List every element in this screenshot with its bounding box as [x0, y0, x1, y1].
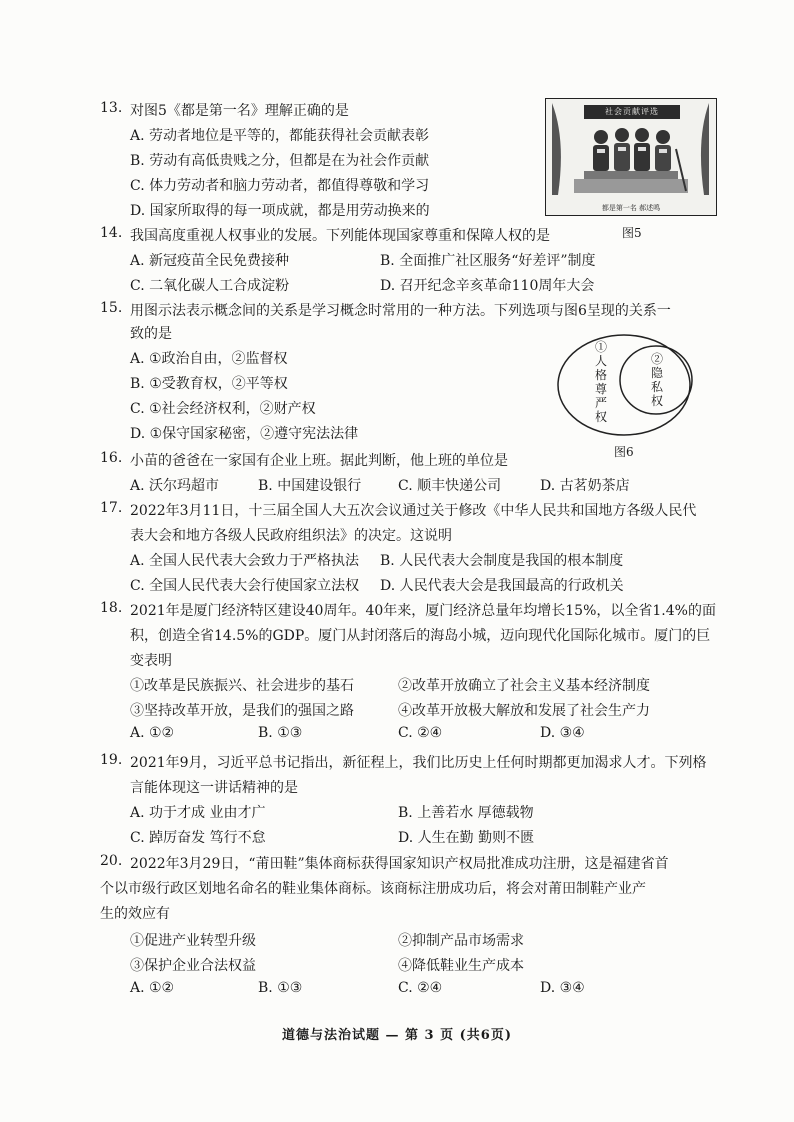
question-number: 20. [100, 853, 123, 869]
option-d: D. 召开纪念辛亥革命110周年大会 [380, 278, 595, 294]
option-c: C. 全国人民代表大会行使国家立法权 [130, 578, 360, 594]
option-d: D. ①保守国家秘密，②遵守宪法法律 [130, 426, 359, 442]
cartoon-illustration [546, 99, 715, 214]
option-b: B. 全面推广社区服务“好差评”制度 [380, 253, 596, 269]
outer-concept-label: ①人格尊严权 [595, 340, 608, 424]
option-c: C. 踔厉奋发 笃行不怠 [130, 830, 266, 846]
question-stem: 我国高度重视人权事业的发展。下列能体现国家尊重和保障人权的是 [130, 228, 550, 244]
option-d: D. 古茗奶茶店 [540, 478, 630, 494]
question-stem-continued: 个以市级行政区划地名命名的鞋业集体商标。该商标注册成功后，将会对莆田制鞋产业产 [100, 881, 646, 897]
option-c: C. ②④ [398, 725, 443, 741]
option-a: A. ①政治自由，②监督权 [130, 351, 288, 367]
option-b: B. ①③ [258, 980, 303, 996]
cartoon-caption: 都是第一名 郝述鸣 [601, 204, 661, 212]
question-stem: 2021年9月，习近平总书记指出，新征程上，我们比历史上任何时期都更加渴求人才。下列格 [130, 755, 707, 771]
statement-3: ③保护企业合法权益 [130, 958, 256, 974]
question-stem-continued: 表大会和地方各级人民政府组织法》的决定。这说明 [130, 528, 452, 544]
option-c: C. 顺丰快递公司 [398, 478, 502, 494]
option-b: B. 中国建设银行 [258, 478, 362, 494]
option-a: A. ①② [130, 725, 175, 741]
option-a: A. 劳动者地位是平等的，都能获得社会贡献表彰 [130, 128, 430, 144]
option-d: D. 人生在勤 勤则不匮 [398, 830, 535, 846]
statement-2: ②改革开放确立了社会主义基本经济制度 [398, 678, 650, 694]
option-c: C. 体力劳动者和脑力劳动者，都值得尊敬和学习 [130, 178, 430, 194]
option-c: C. ①社会经济权利，②财产权 [130, 401, 316, 417]
option-a: A. 沃尔玛超市 [130, 478, 220, 494]
statement-4: ④降低鞋业生产成本 [398, 958, 524, 974]
question-stem: 对图5《都是第一名》理解正确的是 [130, 103, 349, 119]
figure-6-diagram [554, 330, 704, 440]
figure-5-label: 图5 [622, 226, 642, 240]
figure-5-cartoon [545, 98, 717, 216]
question-number: 13. [100, 100, 123, 116]
option-d: D. 国家所取得的每一项成就，都是用劳动换来的 [130, 203, 430, 219]
question-stem: 用图示法表示概念间的关系是学习概念时常用的一种方法。下列选项与图6呈现的关系一 [130, 303, 671, 319]
question-stem-continued: 积，创造全省14.5%的GDP。厦门从封闭落后的海岛小城，迈向现代化国际化城市。厦门的巨 [130, 628, 711, 644]
question-number: 17. [100, 500, 123, 516]
question-stem: 2022年3月29日，“莆田鞋”集体商标获得国家知识产权局批准成功注册，这是福建省首 [130, 856, 669, 872]
option-b: B. 上善若水 厚德载物 [398, 805, 534, 821]
outer-ellipse [558, 335, 690, 435]
option-a: A. ①② [130, 980, 175, 996]
question-stem: 2022年3月11日，十三届全国人大五次会议通过关于修改《中华人民共和国地方各级人民代 [130, 503, 697, 519]
option-a: A. 全国人民代表大会致力于严格执法 [130, 553, 360, 569]
inner-concept-label: ②隐私权 [651, 352, 664, 408]
cartoon-banner: 社会贡献评选 [584, 105, 680, 119]
statement-1: ①促进产业转型升级 [130, 933, 256, 949]
question-stem-continued: 言能体现这一讲话精神的是 [130, 780, 298, 796]
question-number: 15. [100, 300, 123, 316]
option-a: A. 功于才成 业由才广 [130, 805, 266, 821]
option-b: B. 人民代表大会制度是我国的根本制度 [380, 553, 624, 569]
option-d: D. 人民代表大会是我国最高的行政机关 [380, 578, 624, 594]
question-number: 18. [100, 600, 123, 616]
option-b: B. ①受教育权，②平等权 [130, 376, 288, 392]
question-stem-continued: 变表明 [130, 653, 172, 669]
question-stem: 小苗的爸爸在一家国有企业上班。据此判断，他上班的单位是 [130, 453, 508, 469]
question-number: 16. [100, 450, 123, 466]
statement-1: ①改革是民族振兴、社会进步的基石 [130, 678, 354, 694]
option-d: D. ③④ [540, 980, 585, 996]
figure-6-label: 图6 [614, 445, 634, 459]
question-number: 19. [100, 752, 123, 768]
option-c: C. ②④ [398, 980, 443, 996]
option-d: D. ③④ [540, 725, 585, 741]
question-stem-continued: 致的是 [130, 326, 172, 342]
option-b: B. ①③ [258, 725, 303, 741]
option-a: A. 新冠疫苗全民免费接种 [130, 253, 290, 269]
option-b: B. 劳动有高低贵贱之分，但都是在为社会作贡献 [130, 153, 430, 169]
option-c: C. 二氧化碳人工合成淀粉 [130, 278, 290, 294]
question-stem: 2021年是厦门经济特区建设40周年。40年来，厦门经济总量年均增长15%，以全省1.4%的面 [130, 603, 716, 619]
page-footer: 道德与法治试题 — 第 3 页 (共6页) [281, 1028, 513, 1043]
statement-2: ②抑制产品市场需求 [398, 933, 524, 949]
statement-3: ③坚持改革开放，是我们的强国之路 [130, 703, 354, 719]
statement-4: ④改革开放极大解放和发展了社会生产力 [398, 703, 650, 719]
question-stem-continued: 生的效应有 [100, 906, 170, 922]
question-number: 14. [100, 225, 123, 241]
